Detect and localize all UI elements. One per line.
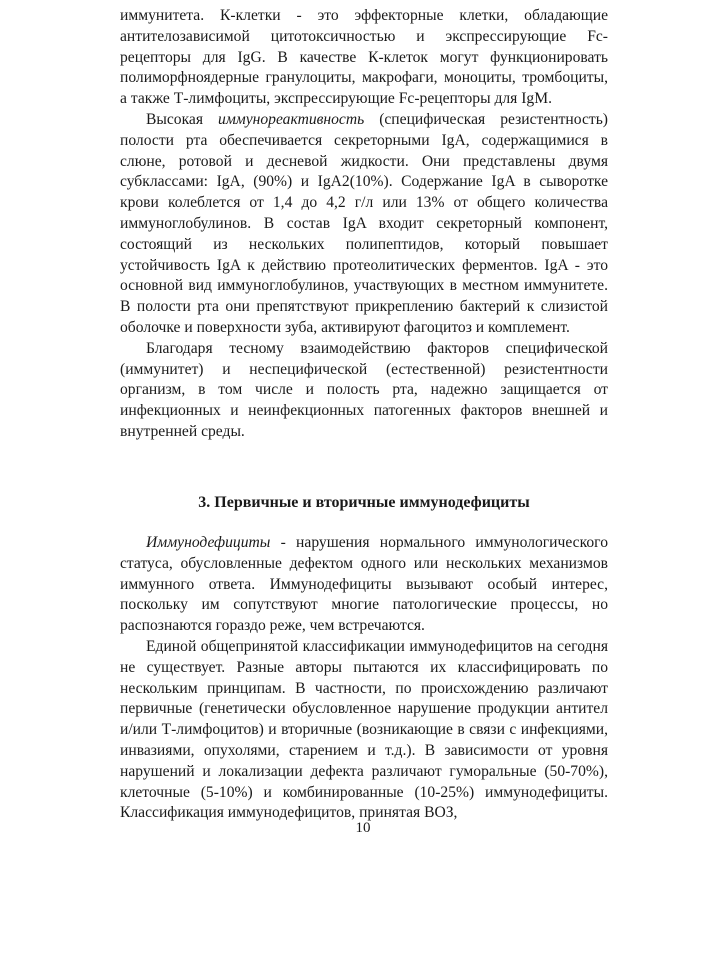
paragraph-immunoreactivity-body: (специфическая резистентность) полости рта обеспечивается секреторными IgA, содержащимися в слюне, ротовой и десневой жидкости. Они представлены двумя субклассами: IgA, (90%) и IgA2(10%). Содержание IgA в сыворотке крови колеблется от 1,4 до 4,2 г/л или 13% от общего количества иммуноглобулинов. В состав IgA входит секреторный компонент, состоящий из нескольких полипептидов, который повышает устойчивость IgA к действию протеолитических ферментов. IgA - это основной вид иммуноглобулинов, участвующих в местном иммунитете. В полости рта они препятствуют прикреплению бактерий к слизистой оболочке и поверхности зуба, активируют фагоцитоз и комплемент.	[120, 110, 608, 336]
paragraph-immunoreactivity	[120, 110, 608, 339]
paragraph-immunoreactivity-lead: Высокая	[146, 110, 204, 128]
page-number: 10	[355, 820, 371, 836]
body-text-bottom	[120, 533, 608, 824]
section-heading: 3. Первичные и вторичные иммунодефициты	[198, 494, 530, 511]
term-immunoreactivity: иммунореактивность	[218, 110, 365, 128]
paragraph-interaction: Благодаря тесному взаимодействию факторов специфической (иммунитет) и неспецифической (естественной) резистентности организм, в том числе и полость рта, надежно защищается от инфекционных и неинфекционных патогенных факторов внешней и внутренней среды.	[120, 339, 608, 440]
paragraph-classification: Единой общепринятой классификации иммунодефицитов на сегодня не существует. Разные авторы пытаются их классифицировать по нескольким принципам. В частности, по происхождению различают первичные (генетически обусловленное нарушение продукции антител и/или Т-лимфоцитов) и вторичные (возникающие в связи с инфекциями, инвазиями, опухолями, старением и т.д.). В зависимости от уровня нарушений и локализации дефекта различают гуморальные (50-70%), клеточные (5-10%) и комбинированные (10-25%) иммунодефициты. Классификация иммунодефицитов, принятая ВОЗ,	[120, 637, 608, 822]
paragraph-immunodeficiency-definition	[120, 533, 608, 637]
term-immunodeficiency: Иммунодефициты -	[146, 534, 286, 551]
paragraph-k-cells: иммунитета. К-клетки - это эффекторные клетки, обладающие антителозависимой цитотоксичностью и экспрессирующие Fc-рецепторы для IgG. В качестве К-клеток могут функционировать полиморфноядерные гранулоциты, макрофаги, моноциты, тромбоциты, а также Т-лимфоциты, экспрессирующие Fc-рецепторы для IgM.	[120, 7, 608, 108]
body-text-top	[120, 6, 608, 443]
paragraph-immunodeficiency-body: нарушения нормального иммунологического статуса, обусловленные дефектом одного или нескольких механизмов иммунного ответа. Иммунодефициты вызывают особый интерес, поскольку им сопутствуют многие патологические процессы, но распознаются гораздо реже, чем встречаются.	[120, 534, 608, 635]
